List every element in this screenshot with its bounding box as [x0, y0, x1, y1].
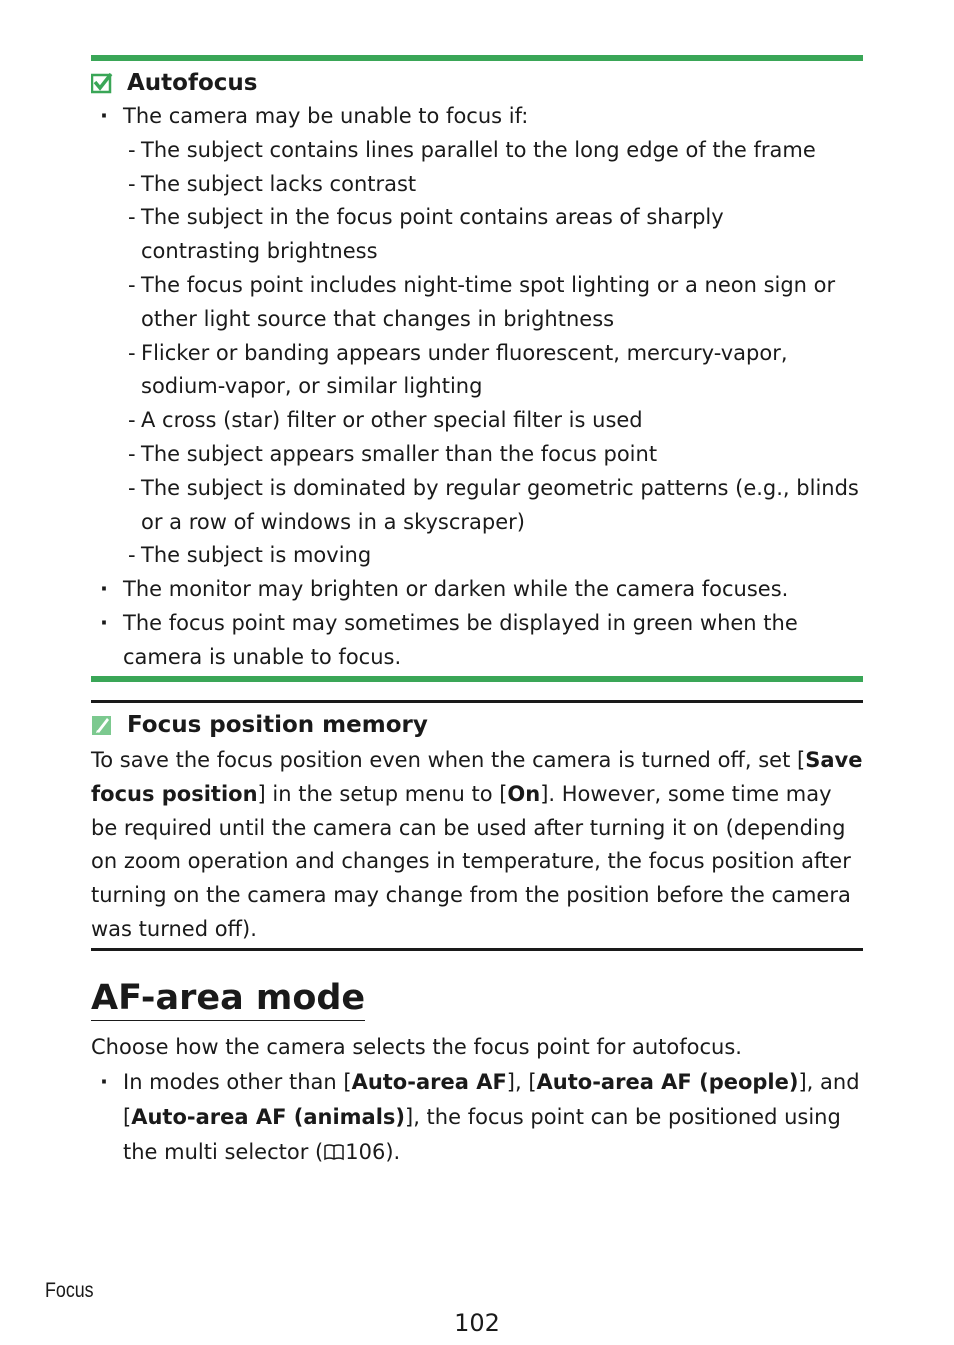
section-intro: Choose how the camera selects the focus point for autofocus.: [91, 1035, 742, 1059]
checkmark-icon: [91, 72, 113, 94]
option-ref: On: [507, 781, 541, 806]
autofocus-note-body: [91, 100, 863, 675]
list-item: · The monitor may brighten or darken while the camera focuses.: [91, 573, 863, 607]
condition-item: - The subject is dominated by regular geometric patterns (e.g., blinds or a row of windows in a skyscraper): [128, 475, 859, 534]
focus-memory-note: [91, 708, 863, 947]
condition-item: - The subject in the focus point contains areas of sharply contrasting brightness: [128, 205, 724, 264]
page-reference[interactable]: 106: [345, 1139, 386, 1164]
list-item: · The camera may be unable to focus if:: [91, 100, 863, 134]
condition-item: - The focus point includes night-time spot lighting or a neon sign or other light source that changes in brightness: [128, 272, 836, 331]
autofocus-note: [91, 55, 863, 675]
condition-item: - A cross (star) filter or other special filter is used: [128, 408, 643, 433]
memo-bottom-rule: [91, 948, 863, 951]
focus-memory-note-header: [91, 708, 863, 742]
note-bottom-rule: [91, 676, 863, 682]
page-number: 102: [454, 1309, 500, 1337]
focus-memory-note-title: Focus position memory: [127, 712, 428, 738]
condition-item: - The subject is moving: [128, 543, 372, 568]
note-top-rule: [91, 55, 863, 61]
book-reference-icon[interactable]: [324, 1137, 344, 1172]
list-item: · The focus point may sometimes be displayed in green when the camera is unable to focus.: [91, 607, 863, 675]
autofocus-note-title: Autofocus: [127, 70, 258, 96]
condition-item: - Flicker or banding appears under fluorescent, mercury-vapor, sodium-vapor, or similar lighting: [128, 340, 788, 399]
pencil-memo-icon: [91, 714, 113, 736]
section-heading: AF-area mode: [91, 976, 365, 1021]
list-item: · In modes other than [Auto-area AF], [Auto-area AF (people)], and [Auto-area AF (animals)], the focus point can be positioned using the multi selector ( 106).: [91, 1065, 863, 1172]
focus-memory-note-text: To save the focus position even when the camera is turned off, set [Save focus position] in the setup menu to [On]. However, some time may be required until the camera can be used after turning it on (depending on zoom operation and changes in temperature, the focus position after turning on the camera may change from the position before the camera was turned off).: [91, 748, 863, 941]
memo-top-rule: [91, 700, 863, 703]
af-area-mode-section: [91, 976, 863, 1172]
menu-item-ref: Save focus position: [91, 748, 863, 806]
condition-item: - The subject lacks contrast: [128, 171, 417, 196]
footer-section-label: Focus: [45, 1279, 94, 1302]
autofocus-note-header: [91, 66, 863, 100]
condition-item: - The subject appears smaller than the focus point: [128, 441, 658, 466]
condition-item: - The subject contains lines parallel to the long edge of the frame: [128, 137, 816, 162]
